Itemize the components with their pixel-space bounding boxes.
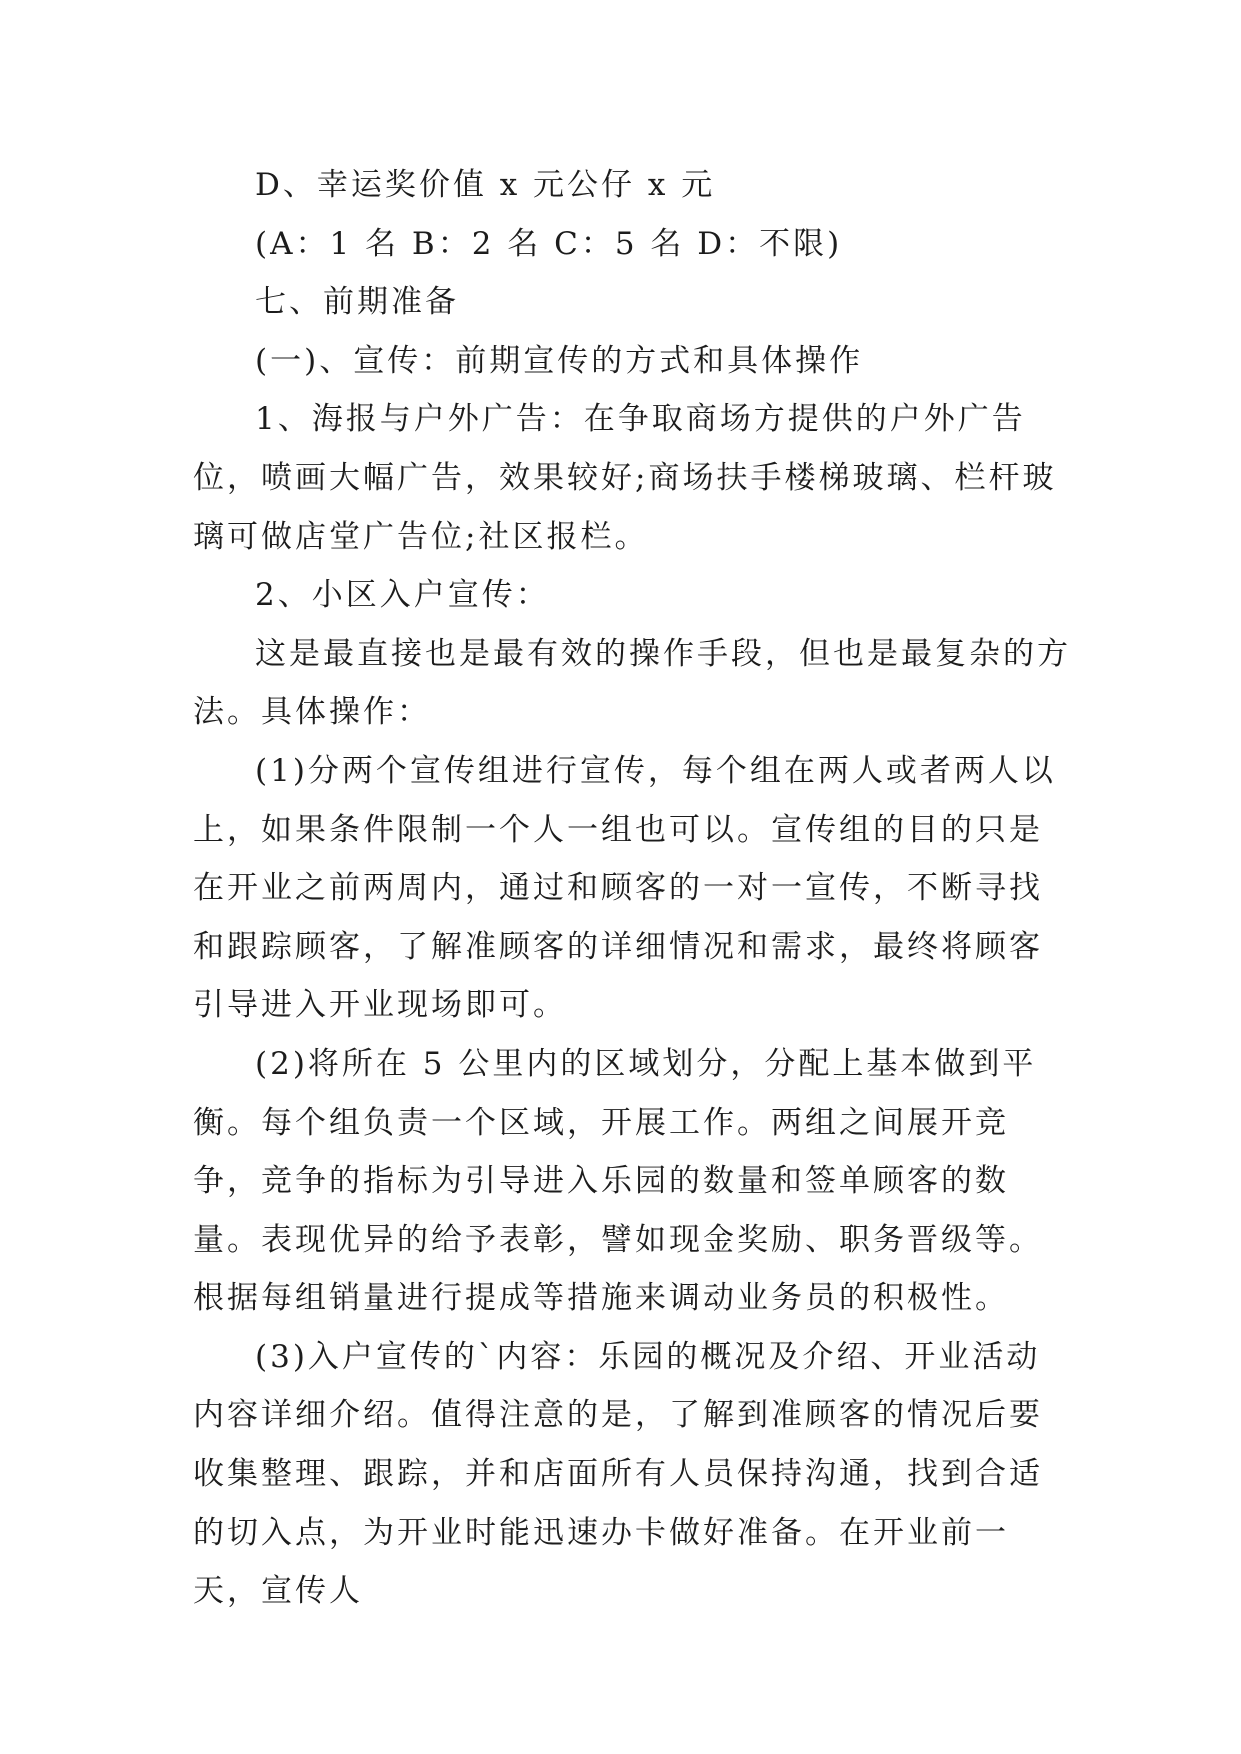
paragraph-step-2: (2)将所在 5 公里内的区域划分，分配上基本做到平衡。每个组负责一个区域，开展工作。两组之间展开竞争，竞争的指标为引导进入乐园的数量和签单顾客的数量。表现优异的给予表彰，譬如现金奖励、职务晋级等。根据每组销量进行提成等措施来调动业务员的积极性。 xyxy=(193,1045,1043,1317)
paragraph-door-to-door-intro: 这是最直接也是最有效的操作手段，但也是最复杂的方法。具体操作： xyxy=(193,635,1071,731)
paragraph-step-1: (1)分两个宣传组进行宣传，每个组在两人或者两人以上，如果条件限制一个人一组也可以。宣传组的目的只是在开业之前两周内，通过和顾客的一对一宣传，不断寻找和跟踪顾客，了解准顾客的详细情况和需求，最终将顾客引导进入开业现场即可。 xyxy=(193,752,1056,1024)
subsection-heading-promotion: (一)、宣传：前期宣传的方式和具体操作 xyxy=(255,342,864,379)
section-heading-preparation: 七、前期准备 xyxy=(255,284,459,321)
paragraph-posters-ads: 1、海报与户外广告：在争取商场方提供的户外广告位，喷画大幅广告，效果较好;商场扶手楼梯玻璃、栏杆玻璃可做店堂广告位;社区报栏。 xyxy=(193,401,1057,555)
document-body xyxy=(193,156,1073,1621)
paragraph-prize-quota: (A：1 名 B：2 名 C：5 名 D：不限) xyxy=(255,225,843,262)
paragraph-step-3: (3)入户宣传的`内容：乐园的概况及介绍、开业活动内容详细介绍。值得注意的是，了解到准顾客的情况后要收集整理、跟踪，并和店面所有人员保持沟通，找到合适的切入点，为开业时能迅速办卡做好准备。在开业前一天，宣传人 xyxy=(193,1338,1043,1610)
paragraph-door-to-door-heading: 2、小区入户宣传： xyxy=(255,577,550,614)
paragraph-prize-d: D、幸运奖价值 x 元公仔 x 元 xyxy=(255,167,716,203)
